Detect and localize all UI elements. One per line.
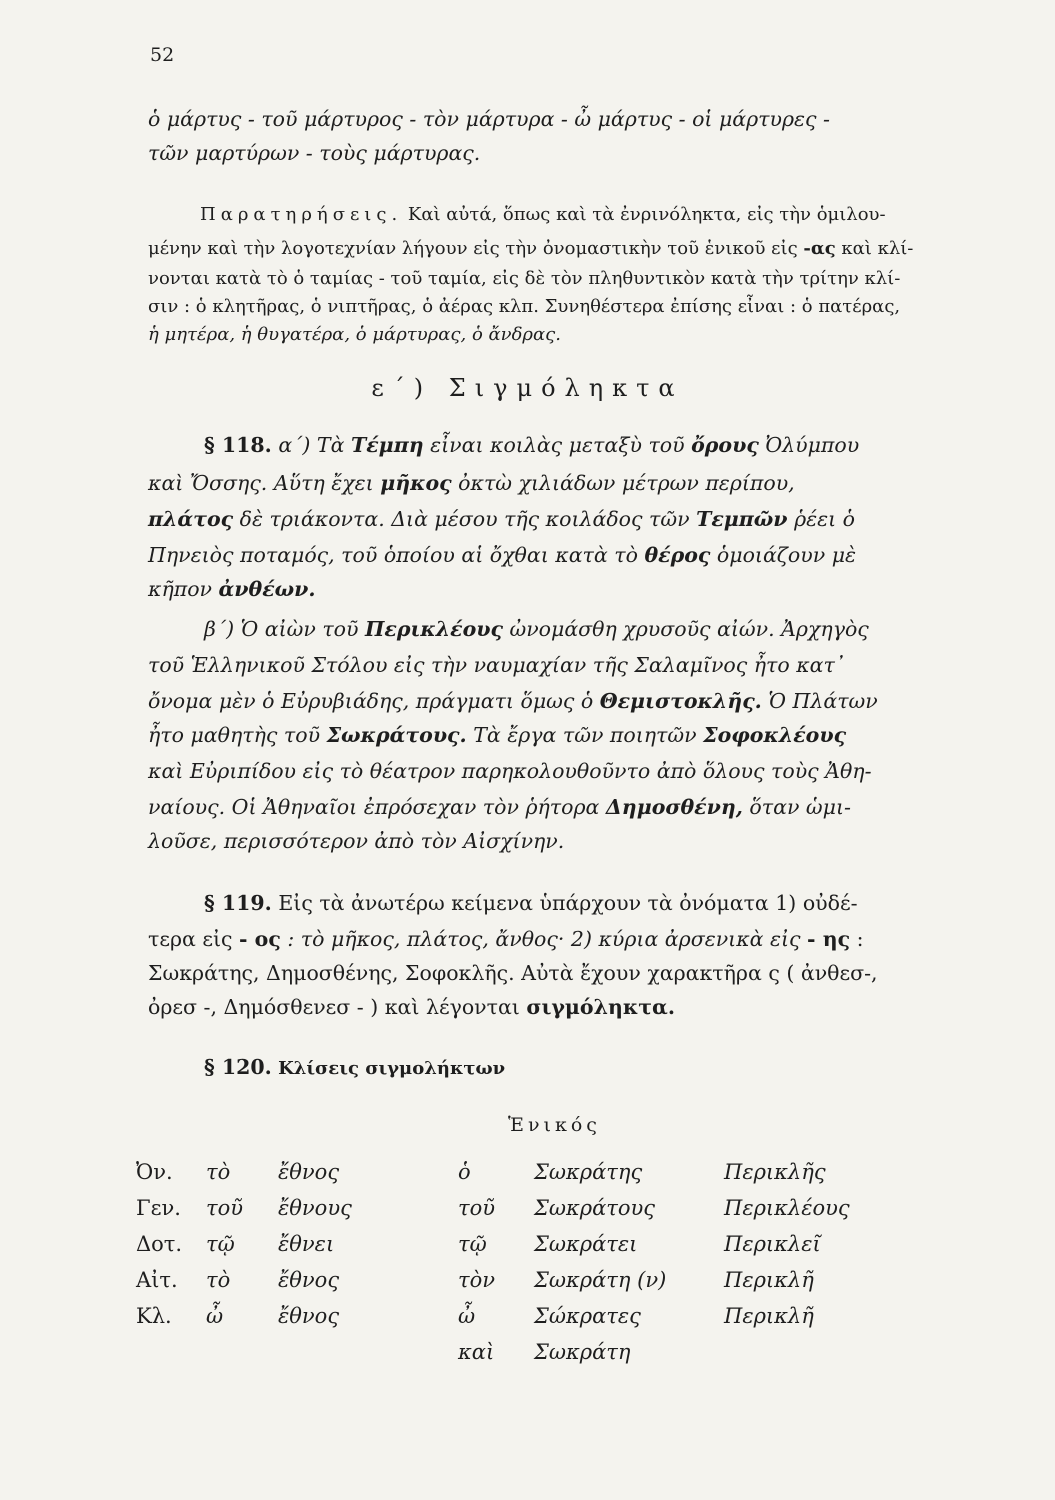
paragraph-line: β΄) Ὁ αἰὼν τοῦ Περικλέους ὠνομάσθη χρυσοῦς αἰών. Ἀρχηγὸς (204, 617, 869, 641)
case-cell: Κλ. (136, 1304, 172, 1328)
noun-cell: ἔθνος (278, 1304, 340, 1328)
name-cell: Σωκράτη (534, 1340, 631, 1364)
name-cell: Σώκρατες (534, 1304, 641, 1328)
observations-label: Παρατηρήσεις. (200, 204, 403, 225)
name-cell: Περικλῆς (724, 1160, 826, 1184)
observations-line: Παρατηρήσεις. Καὶ αὐτά, ὅπως καὶ τὰ ἐνρινόληκτα, εἰς τὴν ὁμιλου- (200, 204, 886, 225)
article-cell: ὦ (458, 1304, 476, 1328)
paragraph-line: τοῦ Ἑλληνικοῦ Στόλου εἰς τὴν ναυμαχίαν τῆς Σαλαμῖνος ἦτο κατ᾽ (148, 653, 846, 677)
case-cell: Ὀν. (136, 1160, 173, 1184)
page-number: 52 (150, 44, 175, 66)
name-cell: Σωκράτει (534, 1232, 638, 1256)
name-cell: Σωκράτη (ν) (534, 1268, 667, 1292)
name-cell: Σωκράτης (534, 1160, 643, 1184)
article-cell: ὦ (206, 1304, 224, 1328)
article-cell: ὁ (458, 1160, 471, 1184)
noun-cell: ἔθνει (278, 1232, 335, 1256)
case-cell: Αἰτ. (136, 1268, 178, 1292)
observations-line: μένην καὶ τὴν λογοτεχνίαν λήγουν εἰς τὴν ὀνομαστικὴν τοῦ ἑνικοῦ εἰς -ας καὶ κλί- (148, 238, 914, 259)
article-cell: τὸ (206, 1160, 231, 1184)
paragraph-line: § 119. Εἰς τὰ ἀνωτέρω κείμενα ὑπάρχουν τὰ ὀνόματα 1) οὐδέ- (204, 891, 858, 915)
name-cell: Περικλῆ (724, 1304, 814, 1328)
name-cell: Περικλέους (724, 1196, 850, 1220)
section-heading: ε΄) Σιγμόληκτα (371, 374, 684, 402)
paragraph-line: πλάτος δὲ τριάκοντα. Διὰ μέσου τῆς κοιλάδος τῶν Τεμπῶν ῥέει ὁ (148, 507, 856, 531)
paragraph-line: λοῦσε, περισσότερον ἀπὸ τὸν Αἰσχίνην. (148, 829, 565, 853)
observations-line: νονται κατὰ τὸ ὁ ταμίας - τοῦ ταμία, εἰς δὲ τὸν πληθυντικὸν κατὰ τὴν τρίτην κλί- (148, 268, 901, 289)
intro-line: ὁ μάρτυς - τοῦ μάρτυρος - τὸν μάρτυρα - ὦ μάρτυς - οἱ μάρτυρες - (148, 107, 830, 131)
article-cell: τοῦ (206, 1196, 244, 1220)
case-cell: Γεν. (136, 1196, 181, 1220)
observations-line: ἡ μητέρα, ἡ θυγατέρα, ὁ μάρτυρας, ὁ ἄνδρας. (148, 324, 561, 345)
noun-cell: ἔθνος (278, 1268, 340, 1292)
paragraph-line: Σωκράτης, Δημοσθένης, Σοφοκλῆς. Αὐτὰ ἔχουν χαρακτῆρα ς ( ἀνθεσ-, (148, 961, 878, 985)
number-label: Ἑνικός (508, 1114, 601, 1136)
paragraph-line: ἦτο μαθητὴς τοῦ Σωκράτους. Τὰ ἔργα τῶν ποιητῶν Σοφοκλέους (148, 723, 847, 747)
noun-cell: ἔθνους (278, 1196, 352, 1220)
noun-cell: ἔθνος (278, 1160, 340, 1184)
intro-line: τῶν μαρτύρων - τοὺς μάρτυρας. (148, 141, 481, 165)
paragraph-line: καὶ Εὐριπίδου εἰς τὸ θέατρον παρηκολουθοῦντο ἀπὸ ὅλους τοὺς Ἀθη- (148, 759, 872, 783)
article-cell: τῷ (206, 1232, 235, 1256)
paragraph-line: Πηνειὸς ποταμός, τοῦ ὁποίου αἱ ὄχθαι κατὰ τὸ θέρος ὁμοιάζουν μὲ (148, 543, 857, 567)
paragraph-line: κῆπον ἀνθέων. (148, 577, 316, 601)
article-cell: καὶ (458, 1340, 495, 1364)
paragraph-line: ὄνομα μὲν ὁ Εὐρυβιάδης, πράγματι ὅμως ὁ Θεμιστοκλῆς. Ὁ Πλάτων (148, 689, 878, 713)
article-cell: τοῦ (458, 1196, 496, 1220)
article-cell: τὸν (458, 1268, 496, 1292)
paragraph-line: ὀρεσ -, Δημόσθενεσ - ) καὶ λέγονται σιγμόληκτα. (148, 995, 675, 1019)
case-cell: Δοτ. (136, 1232, 183, 1256)
name-cell: Περικλῆ (724, 1268, 814, 1292)
paragraph-line: τερα εἰς - ος : τὸ μῆκος, πλάτος, ἄνθος· 2) κύρια ἀρσενικὰ εἰς - ης : (148, 927, 864, 951)
paragraph-line: καὶ Ὄσσης. Αὕτη ἔχει μῆκος ὀκτὼ χιλιάδων μέτρων περίπου, (148, 471, 795, 495)
article-cell: τῷ (458, 1232, 487, 1256)
observations-line: σιν : ὁ κλητῆρας, ὁ νιπτῆρας, ὁ ἀέρας κλπ. Συνηθέστερα ἐπίσης εἶναι : ὁ πατέρας, (148, 296, 901, 317)
article-cell: τὸ (206, 1268, 231, 1292)
name-cell: Σωκράτους (534, 1196, 656, 1220)
paragraph-line: § 118. α΄) Τὰ Τέμπη εἶναι κοιλὰς μεταξὺ τοῦ ὄρους Ὀλύμπου (204, 433, 860, 457)
paragraph-line: ναίους. Οἱ Ἀθηναῖοι ἐπρόσεχαν τὸν ῥήτορα Δημοσθένη, ὅταν ὡμι- (148, 795, 851, 819)
paragraph-line: § 120. Κλίσεις σιγμολήκτων (204, 1055, 506, 1079)
name-cell: Περικλεῖ (724, 1232, 821, 1256)
